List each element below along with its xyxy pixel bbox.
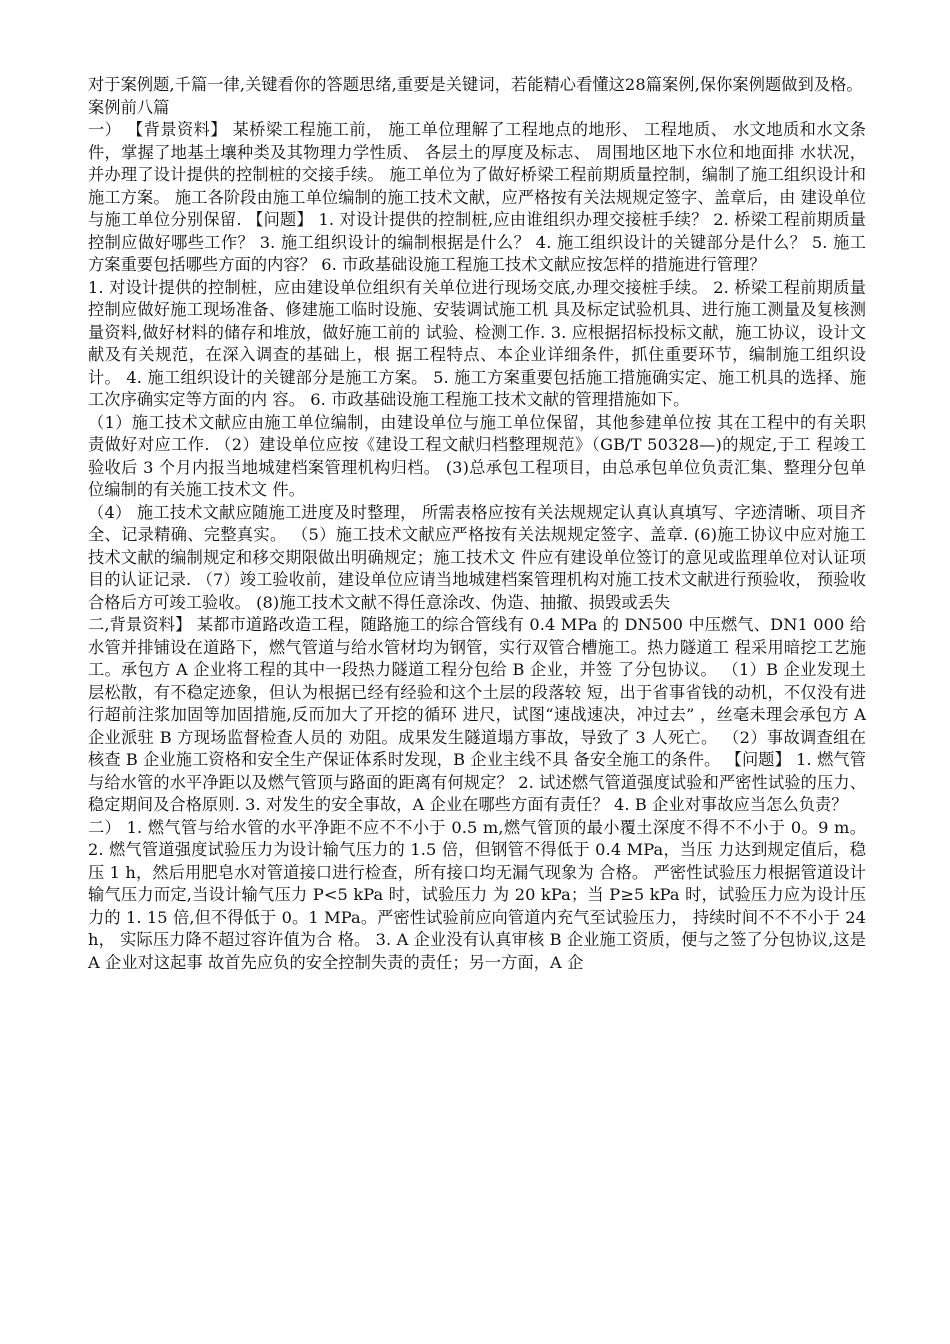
case-one-answer-item-1: （1）施工技术文献应由施工单位编制，由建设单位与施工单位保留，其他参建单位按 其在工程中的有关职责做好对应工作. （2）建设单位应按《建设工程文献归档整理规范》（GB/T 50328—)的规定,于工 程竣工验收后 3 个月内报当地城建档案管理机构归档。 (3)总承包工程项目，由总承包单位负责汇集、整理分包单位编制的有关施工技术文 件。 — [88, 412, 866, 499]
document-body — [88, 74, 866, 974]
section-heading: 案例前八篇 — [88, 97, 170, 117]
case-two-answers: 二） 1. 燃气管与给水管的水平净距不应不不小于 0.5 m,燃气管顶的最小覆土深度不得不不小于 0。9 m。 2. 燃气管道强度试验压力为设计输气压力的 1.5 倍，但钢管不得低于 0.4 MPa，当压 力达到规定值后，稳压 1 h，然后用肥皂水对管道接口进行检查，所有接口均无漏气现象为 合格。 严密性试验压力根据管道设计输气压力而定,当设计输气压力 P<5 kPa 时，试验压力 为 20 kPa；当 P≥5 kPa 时，试验压力应为设计压力的 1. 15 倍,但不得低于 0。1 MPa。严密性试验前应向管道内充气至试验压力， 持续时间不不不小于 24 h， 实际压力降不超过容许值为合 格。 3. A 企业没有认真审核 B 企业施工资质，便与之签了分包协议,这是 A 企业对这起事 故首先应负的安全控制失责的责任；另一方面，A 企 — [88, 817, 866, 972]
case-one-background: 一） 【背景资料】 某桥梁工程施工前， 施工单位理解了工程地点的地形、 工程地质、 水文地质和水文条件，掌握了地基土壤种类及其物理力学性质、 各层土的厚度及标志、 周围地区地下水位和地面排 水状况，并办理了设计提供的控制桩的交接手续。 施工单位为了做好桥梁工程前期质量控制，编制了施工组织设计和施工方案。 施工各阶段由施工单位编制的施工技术文献，应严格按有关法规规定签字、盖章后，由 建设单位与施工单位分别保留. 【问题】 1. 对设计提供的控制桩,应由谁组织办理交接桩手续？ 2. 桥梁工程前期质量控制应做好哪些工作？ 3. 施工组织设计的编制根据是什么？ 4. 施工组织设计的关键部分是什么？ 5. 施工方案重要包括哪些方面的内容？ 6. 市政基础设施工程施工技术文献应按怎样的措施进行管理？ — [88, 120, 866, 274]
intro-paragraph: 对于案例题,千篇一律,关键看你的答题思绪,重要是关键词，若能精心看懂这28篇案例,保你案例题做到及格。 — [88, 75, 863, 94]
case-one-answers: 1. 对设计提供的控制桩，应由建设单位组织有关单位进行现场交底,办理交接桩手续。 2. 桥梁工程前期质量控制应做好施工现场准备、修建施工临时设施、安装调试施工机 具及标定试验机具、进行施工测量及复核测量资料,做好材料的储存和堆放，做好施工前的 试验、检测工作. 3. 应根据招标投标文献，施工协议，设计文献及有关规范，在深入调查的基础上，根 据工程特点、本企业详细条件，抓住重要环节，编制施工组织设计。 4. 施工组织设计的关键部分是施工方案。 5. 施工方案重要包括施工措施确实定、施工机具的选择、施工次序确实定等方面的内 容。 6. 市政基础设施工程施工技术文献的管理措施如下。 — [88, 277, 866, 409]
case-one-answer-item-4: （4） 施工技术文献应随施工进度及时整理， 所需表格应按有关法规规定认真认真填写、字迹清晰、项目齐全、记录精确、完整真实。 （5）施工技术文献应严格按有关法规规定签字、盖章. (6)施工协议中应对施工技术文献的编制规定和移交期限做出明确规定；施工技术文 件应有建设单位签订的意见或监理单位对认证项目的认证记录. （7）竣工验收前，建设单位应请当地城建档案管理机构对施工技术文献进行预验收， 预验收合格后方可竣工验收。 (8)施工技术文献不得任意涂改、伪造、抽撤、损毁或丢失 — [88, 502, 866, 612]
case-two-background: 二,背景资料】 某都市道路改造工程，随路施工的综合管线有 0.4 MPa 的 DN500 中压燃气、DN1 000 给水管并排铺设在道路下，燃气管道与给水管材均为钢管，实行双管合槽施工。热力隧道工 程采用暗挖工艺施工。承包方 A 企业将工程的其中一段热力隧道工程分包给 B 企业，并签 了分包协议。 （1）B 企业发现土层松散，有不稳定迹象，但认为根据已经有经验和这个土层的段落较 短，出于省事省钱的动机，不仅没有进行超前注浆加固等加固措施,反而加大了开挖的循环 进尺，试图“速战速决，冲过去” ，丝毫未理会承包方 A 企业派驻 B 方现场监督检查人员的 劝阻。成果发生隧道塌方事故，导致了 3 人死亡。 （2）事故调查组在核查 B 企业施工资格和安全生产保证体系时发现，B 企业主线不具 备安全施工的条件。 【问题】 1. 燃气管与给水管的水平净距以及燃气管顶与路面的距离有何规定？ 2. 试述燃气管道强度试验和严密性试验的压力、稳定期间及合格原则. 3. 对发生的安全事故，A 企业在哪些方面有责任？ 4. B 企业对事故应当怎么负责？ — [88, 615, 866, 814]
